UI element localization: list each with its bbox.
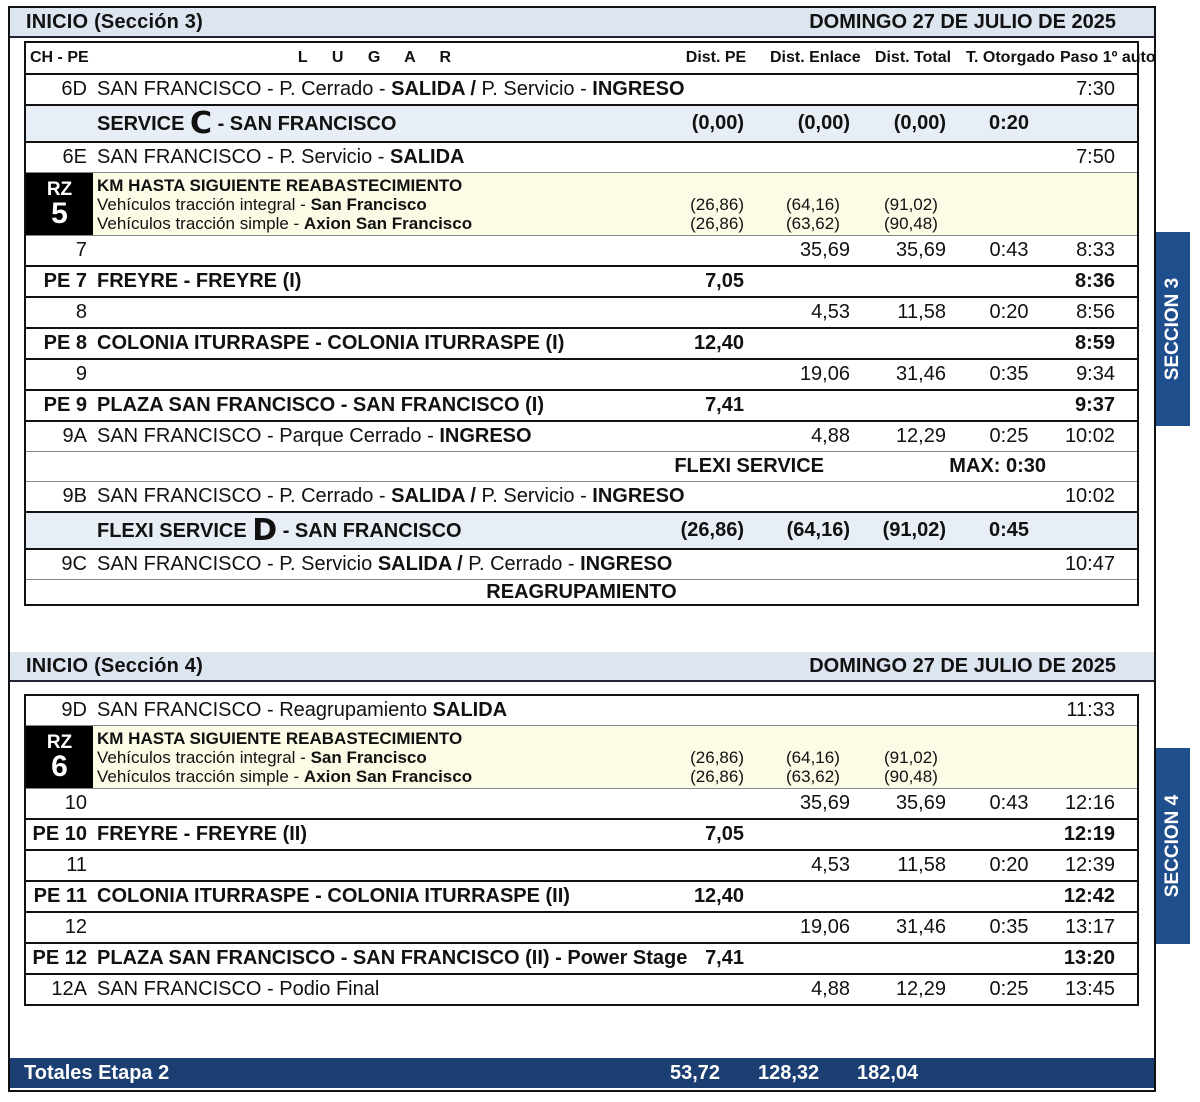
stage-row: PE 8 COLONIA ITURRASPE - COLONIA ITURRASPE (I) 12,40 8:59: [26, 328, 1137, 359]
table-row: 10 35,69 35,69 0:43 12:16: [26, 789, 1137, 820]
header-dist-pe: Dist. PE: [666, 43, 766, 74]
totals-dist-pe: 53,72: [670, 1062, 721, 1084]
table-row: 12 19,06 31,46 0:35 13:17: [26, 912, 1137, 943]
section-3-date: DOMINGO 27 DE JULIO DE 2025: [809, 10, 1116, 33]
section-4-table: [24, 694, 1139, 1006]
flexi-service-row: FLEXI SERVICE MAX: 0:30: [26, 452, 1137, 482]
stage-row: PE 11 COLONIA ITURRASPE - COLONIA ITURRASPE (II) 12,40 12:42: [26, 881, 1137, 912]
header-dist-total: Dist. Total: [864, 43, 962, 74]
section-4-title: INICIO (Sección 4): [26, 654, 203, 677]
table-row: 9A SAN FRANCISCO - Parque Cerrado - INGRESO 4,88 12,29 0:25 10:02: [26, 421, 1137, 452]
section-4-header: [10, 652, 1154, 682]
totals-dist-enlace: 128,32: [758, 1062, 820, 1084]
table-row: 7 35,69 35,69 0:43 8:33: [26, 236, 1137, 267]
header-t-otorgado: T. Otorgado: [962, 43, 1056, 74]
refuel-zone-badge: RZ 5: [26, 173, 93, 235]
totals-dist-total: 182,04: [857, 1062, 919, 1084]
totals-bar: [10, 1058, 1154, 1088]
refuel-zone-badge: RZ 6: [26, 726, 93, 788]
table-row: 9C SAN FRANCISCO - P. Servicio SALIDA / P. Cerrado - INGRESO 10:47: [26, 549, 1137, 580]
totals-label: Totales Etapa 2: [24, 1062, 170, 1084]
header-lugar: L U G A R: [93, 43, 666, 74]
table-row: 6D SAN FRANCISCO - P. Cerrado - SALIDA / P. Servicio - INGRESO 7:30: [26, 74, 1137, 105]
table-row: 9D SAN FRANCISCO - Reagrupamiento SALIDA 11:33: [26, 696, 1137, 726]
header-paso: Paso 1º auto: [1056, 43, 1137, 74]
table-row: 8 4,53 11,58 0:20 8:56: [26, 297, 1137, 328]
regroup-row: REAGRUPAMIENTO: [486, 580, 677, 603]
table-row: 9 19,06 31,46 0:35 9:34: [26, 359, 1137, 390]
stage-row: PE 9 PLAZA SAN FRANCISCO - SAN FRANCISCO (I) 7,41 9:37: [26, 390, 1137, 421]
table-row: 11 4,53 11,58 0:20 12:39: [26, 850, 1137, 881]
stage-row: PE 12 PLAZA SAN FRANCISCO - SAN FRANCISCO (II) - Power Stage 7,41 13:20: [26, 943, 1137, 974]
header-ch: CH - PE: [26, 43, 93, 74]
service-row: SERVICE C - SAN FRANCISCO (0,00) (0,00) (0,00) 0:20: [26, 105, 1137, 142]
section-4-date: DOMINGO 27 DE JULIO DE 2025: [809, 654, 1116, 677]
section-3-table: [24, 41, 1156, 606]
refuel-zone-row: RZ 5 KM HASTA SIGUIENTE REABASTECIMIENTO Vehículos tracción integral - San Francisco Vehículos tracción simple - Axion San Francisco (26,86) (26,86) (64,16) (63,62) (91,02) (90,48): [26, 173, 1137, 236]
stage-row: PE 7 FREYRE - FREYRE (I) 7,05 8:36: [26, 266, 1137, 297]
section-4-tab: SECCION 4: [1156, 748, 1190, 944]
section-3-tab: SECCION 3: [1156, 232, 1190, 426]
table-row: 6E SAN FRANCISCO - P. Servicio - SALIDA 7:50: [26, 142, 1137, 173]
header-dist-enlace: Dist. Enlace: [766, 43, 864, 74]
table-row: 12A SAN FRANCISCO - Podio Final 4,88 12,29 0:25 13:45: [51, 978, 1115, 1000]
stage-row: PE 10 FREYRE - FREYRE (II) 7,05 12:19: [26, 819, 1137, 850]
section-3-header: [10, 8, 1154, 38]
service-row: FLEXI SERVICE D - SAN FRANCISCO (26,86) (64,16) (91,02) 0:45: [26, 512, 1137, 549]
table-header-row: [26, 43, 1137, 74]
refuel-zone-row: RZ 6 KM HASTA SIGUIENTE REABASTECIMIENTO Vehículos tracción integral - San Francisco Vehículos tracción simple - Axion San Francisco (26,86) (26,86) (64,16) (63,62) (91,02) (90,48): [26, 726, 1137, 789]
section-3-title: INICIO (Sección 3): [26, 10, 203, 33]
table-row: 9B SAN FRANCISCO - P. Cerrado - SALIDA / P. Servicio - INGRESO 10:02: [26, 482, 1137, 513]
